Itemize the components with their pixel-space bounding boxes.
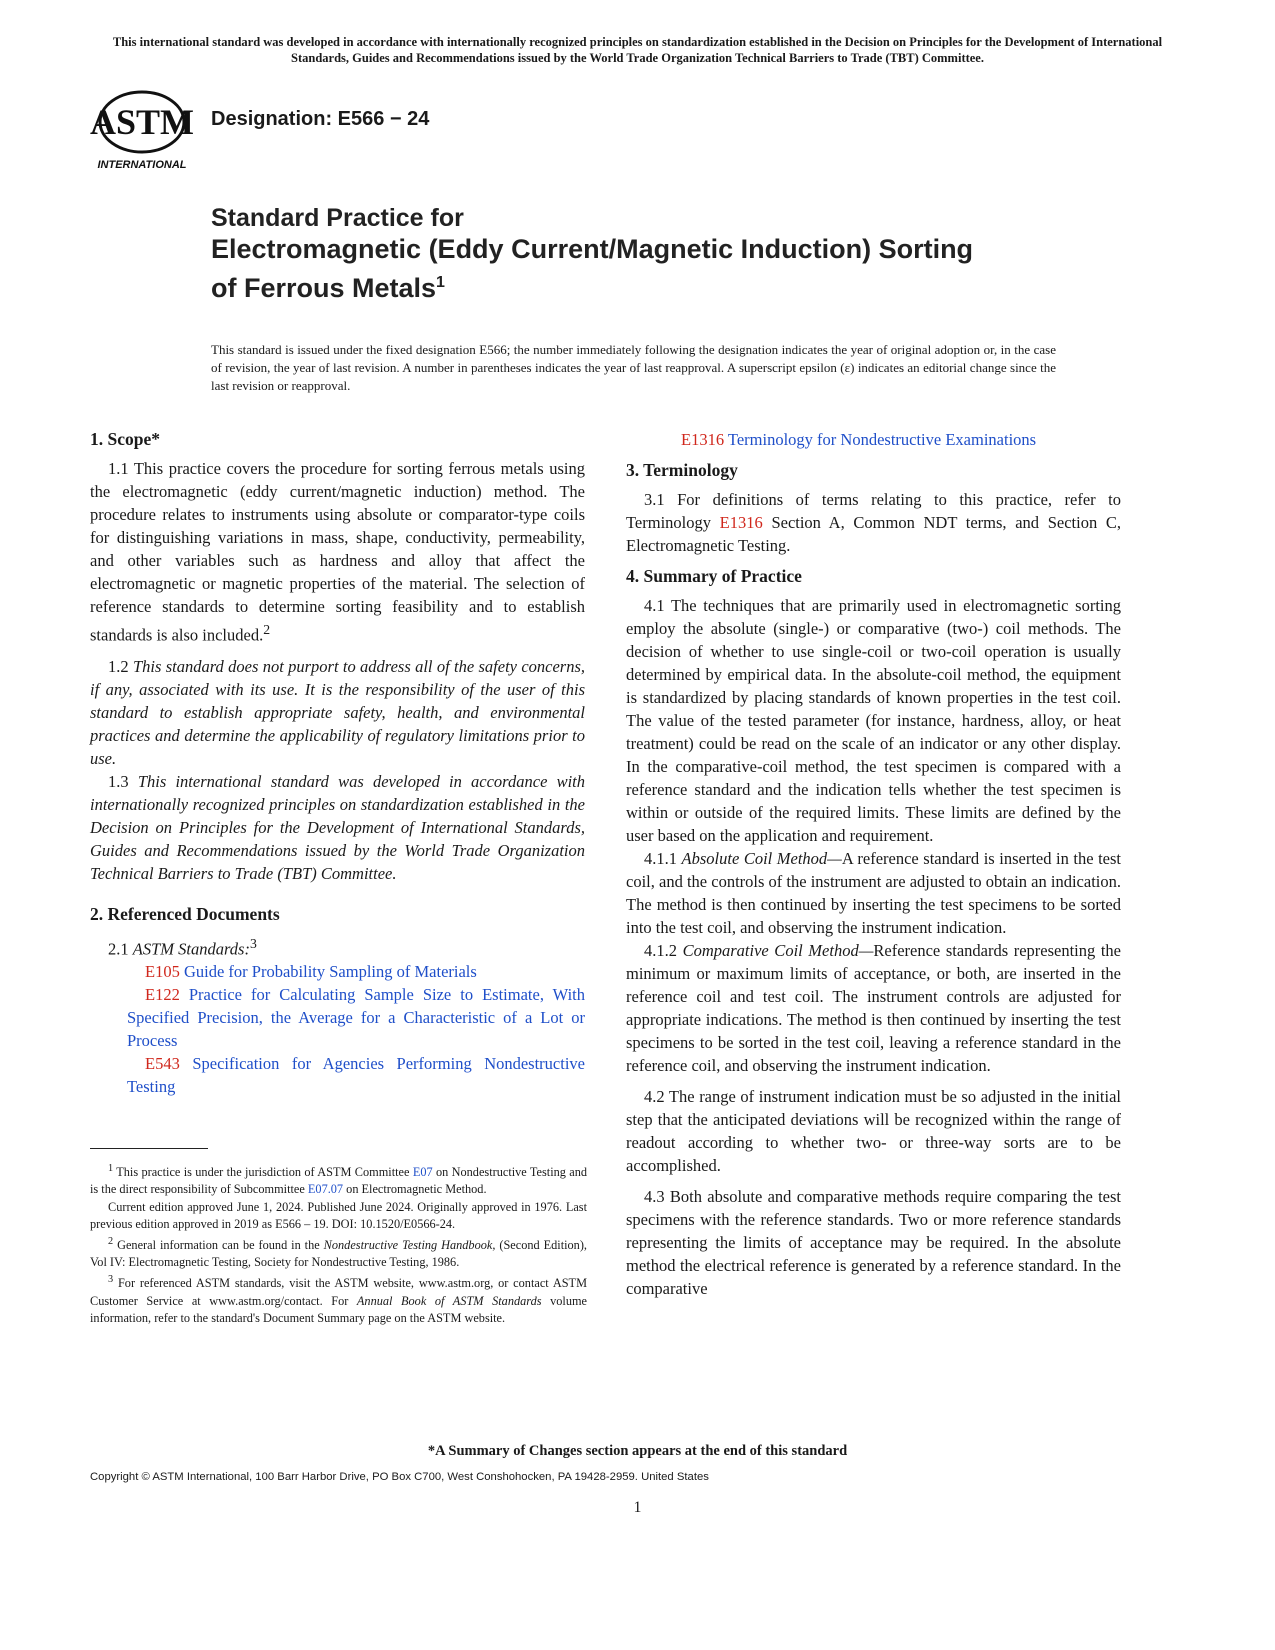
logo-word: INTERNATIONAL xyxy=(97,159,187,171)
footnote-ref-3: 3 xyxy=(249,935,257,951)
title-footnote-mark: 1 xyxy=(436,274,445,291)
ref-e105[interactable]: E105 Guide for Probability Sampling of Materials xyxy=(145,962,477,981)
link-e1316[interactable]: E1316 xyxy=(719,513,763,532)
astm-logo-icon xyxy=(90,86,194,176)
wto-notice: This international standard was developed in accordance with internationally recognized principles on standardization established in the Decision on Principles for the Development of International Standards, Guides and Recommendations issued by the World Trade Organization Technical Barriers to Trade (TBT) Committee. xyxy=(112,35,1163,65)
link-e07-07[interactable]: E07.07 xyxy=(307,1182,344,1197)
right-column xyxy=(626,428,1121,1300)
para-4-1-1: 4.1.1 Absolute Coil Method—A reference standard is inserted in the test coil, and the controls of the instrument are adjusted to obtain an indication. The method is then continued by inserting the test specimens to be sorted into the test coil, and observing the instrument indication. xyxy=(626,849,1121,937)
para-1-1: 1.1 This practice covers the procedure for sorting ferrous metals using the electromagnetic (eddy current/magnetic induction) method. The procedure relates to instruments using absolute or comparator-type coils for distinguishing variations in mass, shape, conductivity, permeability, and other variables such as hardness and alloy that affect the electromagnetic or magnetic properties of the material. The selection of reference standards to determine sorting feasibility and to establish standards is also included.$^2$ xyxy=(90,459,585,645)
left-column xyxy=(90,428,585,1098)
para-2-1: 2.1 ASTM Standards:$^3$ xyxy=(108,935,257,958)
summary-heading: 4. Summary of Practice xyxy=(626,566,802,586)
footnote-divider xyxy=(90,1148,208,1149)
para-4-1-2: 4.1.2 Comparative Coil Method—Reference standards representing the minimum or maximum limits of acceptance, or both, are inserted in the reference coil and test coil. The instrument controls are adjusted for appropriate indications. The method is then continued by inserting the test specimens to be sorted in the test coil, leaving a reference standard in the reference coil, and observing the instrument indication. xyxy=(626,941,1122,1075)
referenced-documents-heading: 2. Referenced Documents xyxy=(90,903,280,924)
footnote-1-edition: Current edition approved June 1, 2024. Published June 2024. Originally approved in 1976. Last previous edition approved in 2019 as E566 – 19. DOI: 10.1520/E0566-24. xyxy=(90,1199,587,1231)
footnote-3: $^3$ For referenced ASTM standards, visit the ASTM website, www.astm.org, or contact ASTM Customer Service at www.astm.org/contact. For Annual Book of ASTM Standards volume information, refer to the standard's Document Summary page on the ASTM website. xyxy=(90,1274,587,1325)
ref-e122[interactable]: E122 Practice for Calculating Sample Size to Estimate, With Specified Precision, the Average for a Characteristic of a Lot or Process xyxy=(127,985,586,1050)
ref-e1316[interactable]: E1316 Terminology for Nondestructive Examinations xyxy=(681,430,1037,449)
ref-e543[interactable]: E543 Specification for Agencies Performing Nondestructive Testing xyxy=(127,1054,585,1096)
footnote-ref-2: 2 xyxy=(263,622,271,637)
para-3-1: 3.1 For definitions of terms relating to this practice, refer to Terminology E1316 Section A, Common NDT terms, and Section C, Electromagnetic Testing. xyxy=(626,490,1122,555)
title-line-2: Electromagnetic (Eddy Current/Magnetic Induction) Sorting xyxy=(211,234,974,264)
para-4-1: 4.1 The techniques that are primarily used in electromagnetic sorting employ the absolute (single-) or comparative (two-) coil methods. The decision of whether to use single-coil or two-coil operation is usually determined by empirical data. In the absolute-coil method, the equipment is standardized by placing standards of known properties in the test coil. The value of the tested parameter (for instance, hardness, alloy, or heat treatment) could be read on the scale of an indicator or any other display. In the comparative-coil method, the test specimen is compared with a reference standard and the indication tells whether the test specimen is within or outside of the required limits. These limits are defined by the user based on the application and requirement. xyxy=(626,596,1121,845)
scope-heading: 1. Scope* xyxy=(90,429,160,449)
footnote-2: $^2$ General information can be found in the Nondestructive Testing Handbook, (Second Edition), Vol IV: Electromagnetic Testing, Society for Nondestructive Testing, 1986. xyxy=(90,1235,587,1270)
footnote-1: $^1$ This practice is under the jurisdiction of ASTM Committee E07 on Nondestructive Testing and is the direct responsibility of Subcommittee E07.07 on Electromagnetic Method. xyxy=(90,1163,588,1197)
astm-logo xyxy=(90,86,194,176)
para-1-3: 1.3 This international standard was developed in accordance with internationally recognized principles on standardization established in the Decision on Principles for the Development of International Standards, Guides and Recommendations issued by the World Trade Organization Technical Barriers to Trade (TBT) Committee. xyxy=(90,771,586,883)
footnotes xyxy=(90,1160,587,1327)
terminology-heading: 3. Terminology xyxy=(626,460,738,480)
summary-of-changes-note: *A Summary of Changes section appears at the end of this standard xyxy=(427,1443,848,1459)
link-e07[interactable]: E07 xyxy=(412,1165,433,1180)
title-line-3: of Ferrous Metals xyxy=(211,273,437,303)
title-line-1: Standard Practice for xyxy=(211,204,464,232)
issued-note: This standard is issued under the fixed designation E566; the number immediately following the designation indicates the year of original adoption or, in the case of revision, the year of last revision. A number in parentheses indicates the year of last reapproval. A superscript epsilon (ε) indicates an editorial change since the last revision or reapproval. xyxy=(211,342,1056,393)
para-4-3: 4.3 Both absolute and comparative methods require comparing the test specimens with the reference standards. Two or more reference standards representing the limits of acceptance may be required. In the absolute method the electrical reference is generated by a reference standard. In the comparative xyxy=(626,1187,1121,1298)
copyright: Copyright © ASTM International, 100 Barr Harbor Drive, PO Box C700, West Conshohocken, PA 19428-2959. United States xyxy=(90,1471,709,1483)
para-4-2: 4.2 The range of instrument indication must be so adjusted in the initial step that the anticipated deviations will be recognized within the range of readout according to whether two- or three-way sorts are to be accomplished. xyxy=(626,1087,1121,1175)
logo-mark: ASTM xyxy=(90,102,194,142)
document-title xyxy=(211,203,1111,305)
page-number: 1 xyxy=(633,1499,642,1516)
designation: Designation: E566 − 24 xyxy=(211,108,430,130)
para-1-2: 1.2 This standard does not purport to address all of the safety concerns, if any, associated with its use. It is the responsibility of the user of this standard to establish appropriate safety, health, and environmental practices and determine the applicability of regulatory limitations prior to use. xyxy=(90,656,586,768)
